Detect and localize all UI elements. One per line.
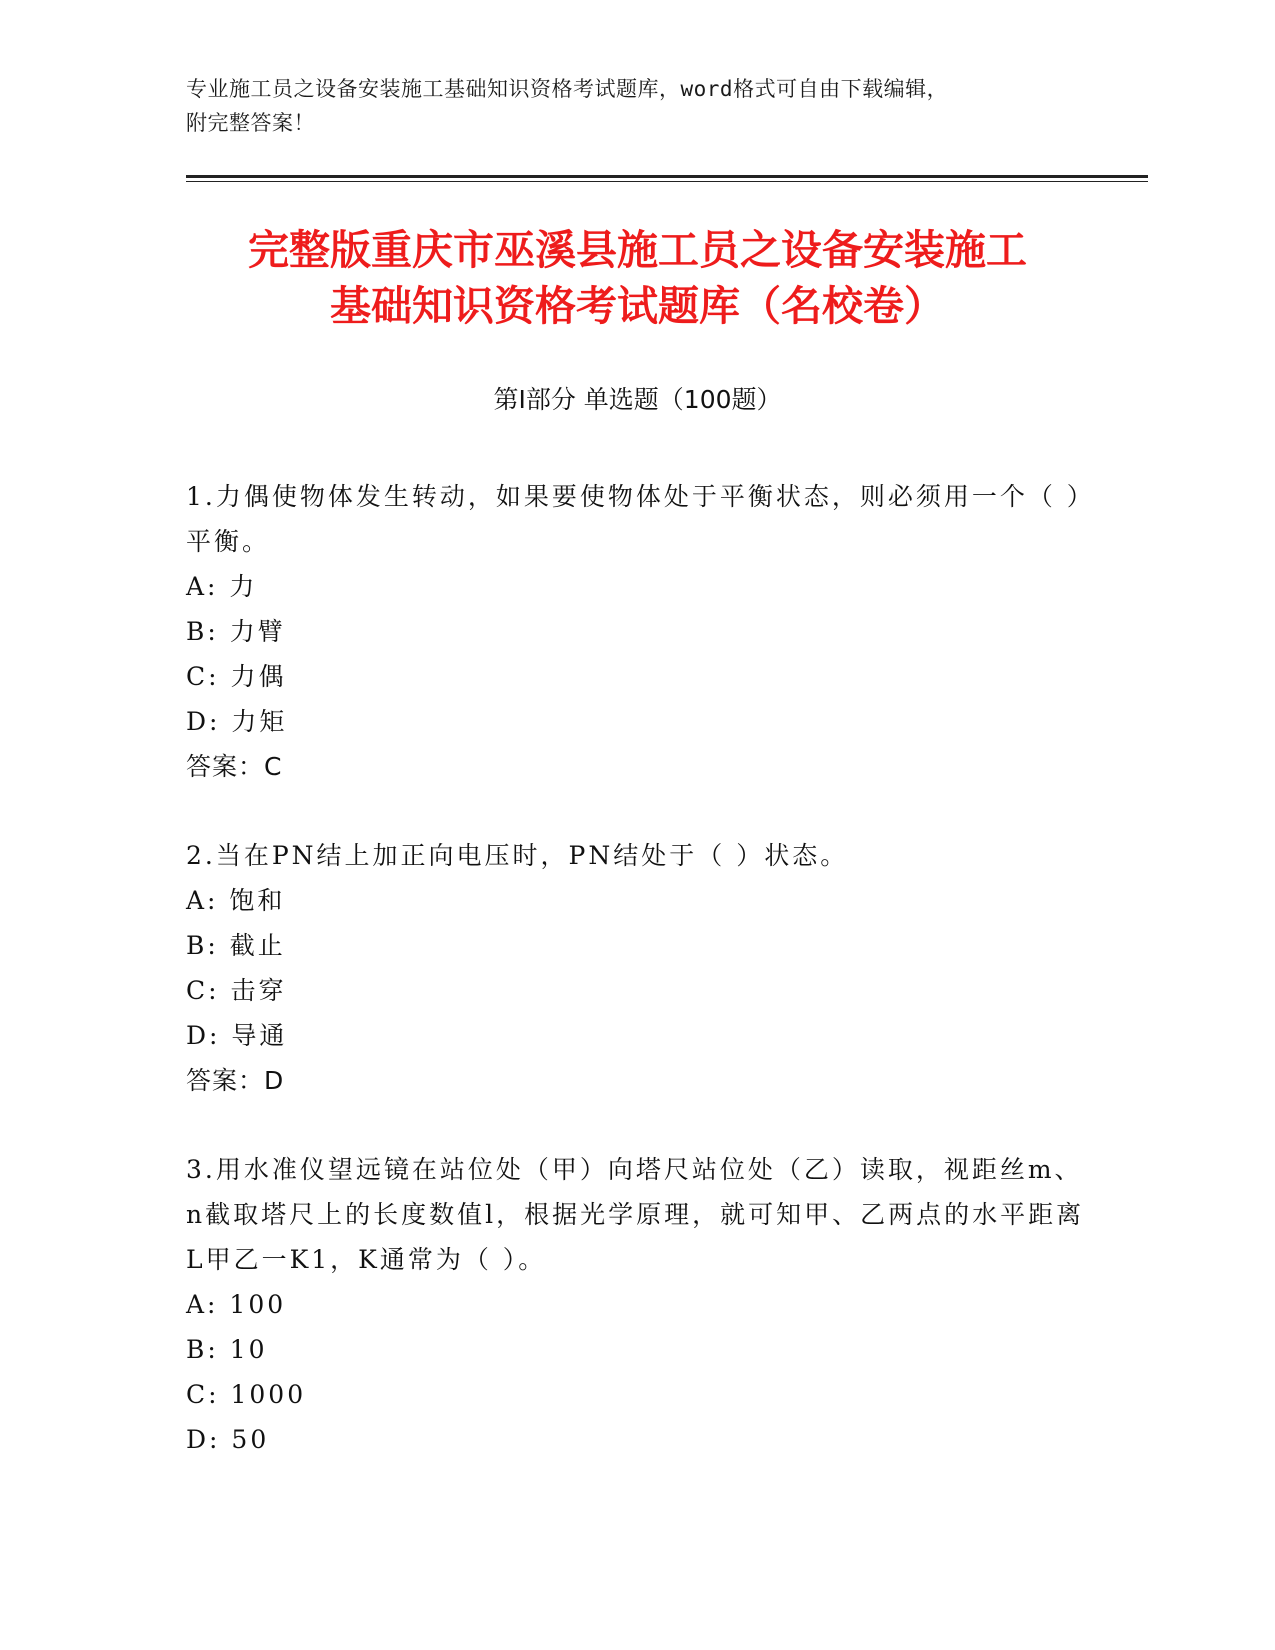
question-stem: 1.力偶使物体发生转动，如果要使物体处于平衡状态，则必须用一个（ ）平衡。	[186, 482, 1083, 556]
question-option: C: 1000	[186, 1380, 307, 1409]
question-item	[186, 1147, 1086, 1462]
document-title-line: 完整版重庆市巫溪县施工员之设备安装施工	[248, 226, 1027, 274]
question-stem: 3.用水准仪望远镜在站位处（甲）向塔尺站位处（乙）读取，视距丝m、n截取塔尺上的长度数值l，根据光学原理，就可知甲、乙两点的水平距离L甲乙一K1，K通常为（ ）。	[186, 1155, 1085, 1274]
header-divider-thin	[186, 181, 1148, 182]
question-answer: 答案：D	[186, 1066, 285, 1095]
section-heading: 第Ⅰ部分 单选题（100题）	[493, 385, 782, 414]
question-option: D: 力矩	[186, 707, 288, 736]
question-option: A: 力	[186, 572, 258, 601]
question-option: A: 饱和	[186, 886, 286, 915]
header-note-line: 附完整答案！	[186, 111, 315, 135]
question-answer: 答案：C	[186, 752, 283, 781]
question-option: C: 击穿	[186, 976, 287, 1005]
question-stem: 2.当在PN结上加正向电压时，PN结处于（ ）状态。	[186, 841, 849, 870]
question-option: C: 力偶	[186, 662, 287, 691]
question-option: B: 10	[186, 1335, 268, 1364]
question-option: B: 力臂	[186, 617, 286, 646]
header-note-line: 专业施工员之设备安装施工基础知识资格考试题库，word格式可自由下载编辑，	[186, 77, 949, 101]
question-option: D: 50	[186, 1425, 270, 1454]
question-option: B: 截止	[186, 931, 286, 960]
question-option: D: 导通	[186, 1021, 288, 1050]
document-title-line: 基础知识资格考试题库（名校卷）	[330, 282, 945, 330]
question-item	[186, 833, 1086, 1103]
question-item	[186, 474, 1086, 789]
question-list	[186, 474, 1086, 1506]
question-option: A: 100	[186, 1290, 287, 1319]
document-title	[150, 222, 1125, 334]
header-divider-thick	[186, 175, 1148, 178]
header-note	[186, 72, 1086, 140]
